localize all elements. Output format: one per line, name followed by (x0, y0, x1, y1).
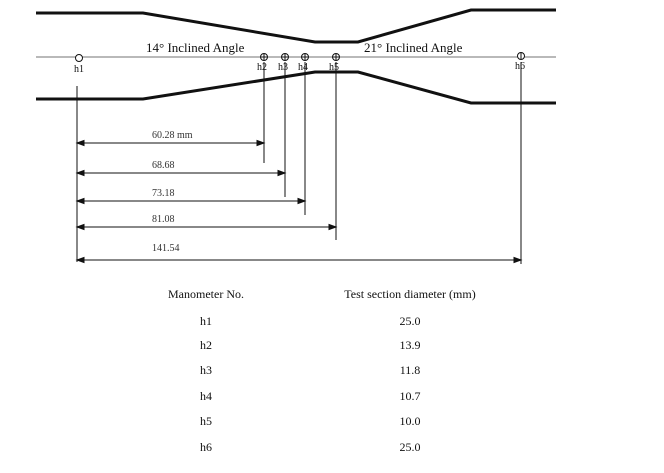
dimension-h6 (77, 258, 521, 263)
port-label-h3: h3 (278, 62, 288, 73)
table-header-manometer: Manometer No. (168, 287, 244, 301)
table-cell-diameter: 10.0 (399, 414, 421, 428)
port-label-h1: h1 (74, 64, 84, 75)
extension-lines (77, 62, 521, 264)
dimension-label-h2: 60.28 mm (152, 130, 193, 141)
table-cell-diameter: 11.8 (399, 363, 421, 377)
dimension-h5 (77, 225, 336, 230)
dimension-label-h5: 81.08 (152, 214, 175, 225)
port-label-h6: h6 (515, 61, 525, 72)
table-cell-diameter: 10.7 (399, 389, 421, 403)
table-cell-diameter: 13.9 (399, 338, 421, 352)
table-cell-manometer: h4 (200, 389, 212, 403)
venturi-tube (36, 10, 556, 103)
port-h6 (518, 53, 525, 60)
dimension-h4 (77, 199, 305, 204)
port-h3 (282, 54, 289, 61)
port-h2 (261, 54, 268, 61)
converging-angle-label: 14° Inclined Angle (146, 40, 245, 55)
table-cell-diameter: 25.0 (399, 314, 421, 328)
port-label-h2: h2 (257, 62, 267, 73)
dimension-label-h4: 73.18 (152, 188, 175, 199)
table-cell-manometer: h5 (200, 414, 212, 428)
table-cell-manometer: h3 (200, 363, 212, 377)
diameter-table (168, 287, 476, 454)
dimension-label-h3: 68.68 (152, 160, 175, 171)
lower-wall (36, 72, 556, 103)
port-h5 (333, 54, 340, 61)
table-cell-manometer: h6 (200, 440, 212, 454)
port-label-h5: h5 (329, 62, 339, 73)
table-cell-manometer: h1 (200, 314, 212, 328)
upper-wall (36, 10, 556, 42)
dimension-label-h6: 141.54 (152, 243, 180, 254)
port-h4 (302, 54, 309, 61)
dimension-h2 (77, 141, 264, 146)
port-h1 (76, 55, 83, 62)
diverging-angle-label: 21° Inclined Angle (364, 40, 463, 55)
dimension-h3 (77, 171, 285, 176)
dimension-lines (77, 141, 521, 263)
table-cell-manometer: h2 (200, 338, 212, 352)
table-header-diameter: Test section diameter (mm) (344, 287, 476, 301)
port-label-h4: h4 (298, 62, 308, 73)
table-cell-diameter: 25.0 (399, 440, 421, 454)
